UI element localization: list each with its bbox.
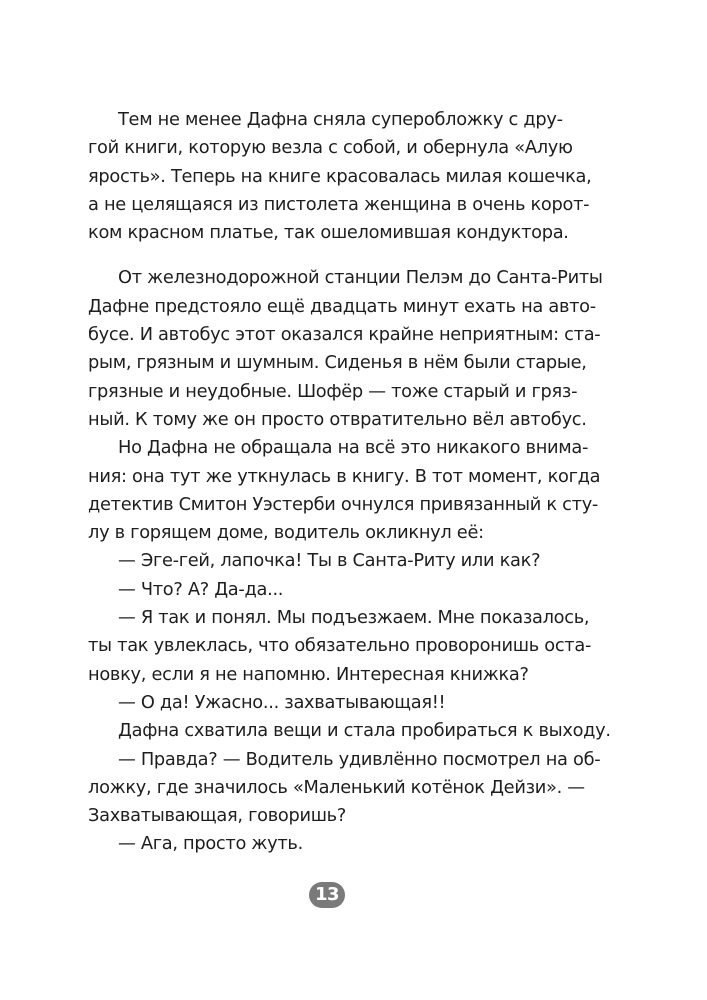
paragraph (88, 106, 592, 247)
dialogue-line: — Ага, просто жуть. (118, 833, 303, 855)
dialogue-line: — Что? А? Да-да... (118, 578, 284, 600)
text-line: лу в горящем доме, водитель окликнул её: (88, 522, 484, 544)
text-line: ния: она тут же уткнулась в книгу. В тот момент, когда (88, 465, 601, 487)
dialogue-line: — Эге-гей, лапочка! Ты в Санта-Риту или как? (118, 550, 541, 572)
dialogue-line: ложку, где значилось «Маленький котёнок Дейзи». — (88, 776, 585, 798)
text-line: ярость». Теперь на книге красовалась милая кошечка, (88, 165, 592, 187)
text-line: Тем не менее Дафна сняла суперобложку с дру- (118, 109, 563, 130)
page-text (88, 106, 611, 859)
page-number-badge: 13 (309, 882, 345, 908)
text-line: гой книги, которую везла с собой, и обернула «Алую (88, 137, 573, 159)
text-line: бусе. И автобус этот оказался крайне неприятным: ста- (88, 324, 601, 346)
dialogue-line: — Я так и понял. Мы подъезжаем. Мне показалось, (118, 607, 590, 629)
text-line: ком красном платье, так ошеломившая кондуктора. (88, 222, 569, 244)
dialogue-line: новку, если я не напомню. Интересная книжка? (88, 663, 529, 685)
dialogue-line: — О да! Ужасно... захватывающая!! (118, 691, 446, 713)
text-line: От железнодорожной станции Пелэм до Санта-Риты (118, 267, 603, 289)
text-line: детектив Смитон Уэстерби очнулся привязанный к сту- (88, 493, 599, 515)
dialogue-line: ты так увлеклась, что обязательно проворонишь оста- (88, 635, 592, 657)
text-line: грязные и неудобные. Шофёр — тоже старый и гряз- (88, 380, 578, 402)
text-line: ный. К тому же он просто отвратительно вёл автобус. (88, 408, 587, 430)
text-line: Но Дафна не обращала на всё это никакого внима- (118, 437, 589, 459)
paragraph (88, 264, 603, 434)
paragraph (88, 434, 601, 547)
dialogue-paragraph (88, 746, 601, 831)
dialogue-line: — Правда? — Водитель удивлённо посмотрел на об- (118, 748, 601, 770)
dialogue-paragraph (88, 604, 592, 689)
text-line: рым, грязным и шумным. Сиденья в нём были старые, (88, 352, 587, 374)
text-line: а не целящаяся из пистолета женщина в очень корот- (88, 193, 590, 215)
text-line: Дафна схватила вещи и стала пробираться к выходу. (118, 720, 611, 742)
dialogue-line: Захватывающая, говоришь? (88, 805, 346, 827)
text-line: Дафне предстояло ещё двадцать минут ехать на авто- (88, 295, 596, 317)
paragraph-gap (88, 247, 558, 264)
